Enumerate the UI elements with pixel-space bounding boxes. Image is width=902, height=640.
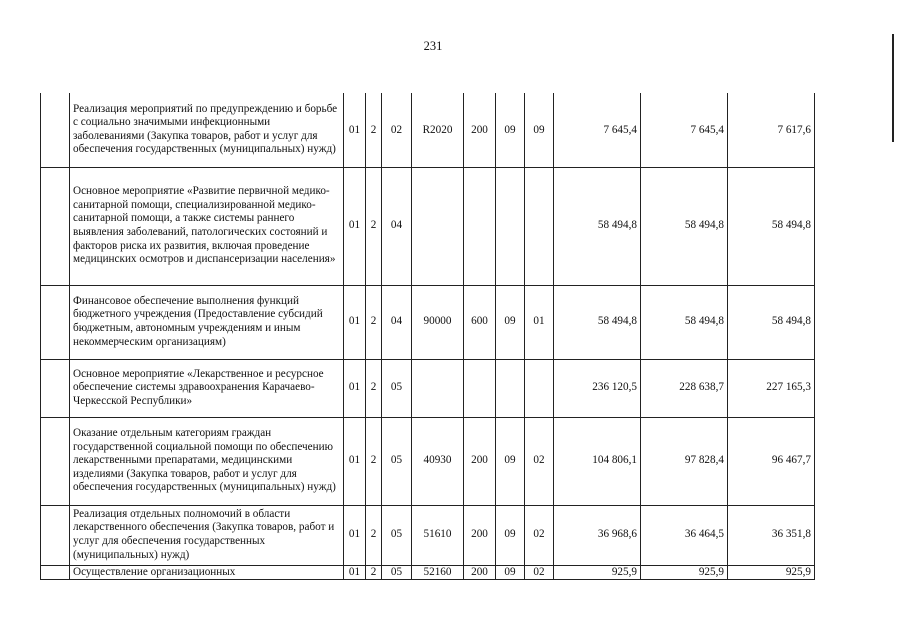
code-expense-type: 200	[464, 417, 496, 505]
code-subprogram: 2	[366, 285, 382, 359]
value-year-1: 236 120,5	[554, 359, 641, 417]
code-section: 09	[496, 417, 525, 505]
value-year-2: 58 494,8	[641, 285, 728, 359]
code-activity: 02	[382, 93, 412, 167]
row-name: Реализация мероприятий по предупреждению и борьбе с социально значимыми инфекционными заболеваниями (Закупка товаров, работ и услуг для обеспечения государственных (муниципальных) нужд)	[70, 93, 344, 167]
value-year-3: 58 494,8	[728, 167, 815, 285]
code-direction: 90000	[412, 285, 464, 359]
row-name: Реализация отдельных полномочий в области лекарственного обеспечения (Закупка товаров, работ и услуг для обеспечения государственных (муниципальных) нужд)	[70, 505, 344, 565]
code-subprogram: 2	[366, 93, 382, 167]
row-name: Основное мероприятие «Лекарственное и ресурсное обеспечение системы здравоохранения Карачаево-Черкесской Республики»	[70, 359, 344, 417]
code-section: 09	[496, 505, 525, 565]
value-year-2: 7 645,4	[641, 93, 728, 167]
code-subsection: 02	[525, 417, 554, 505]
code-section: 09	[496, 93, 525, 167]
code-expense-type: 600	[464, 285, 496, 359]
code-expense-type: 200	[464, 505, 496, 565]
code-direction: 51610	[412, 505, 464, 565]
row-margin-cell	[41, 167, 70, 285]
value-year-2: 36 464,5	[641, 505, 728, 565]
code-direction: 52160	[412, 565, 464, 580]
row-margin-cell	[41, 417, 70, 505]
code-subsection: 02	[525, 565, 554, 580]
value-year-2: 228 638,7	[641, 359, 728, 417]
code-subprogram: 2	[366, 417, 382, 505]
row-margin-cell	[41, 285, 70, 359]
code-activity: 05	[382, 565, 412, 580]
value-year-3: 58 494,8	[728, 285, 815, 359]
code-program: 01	[344, 285, 366, 359]
value-year-1: 58 494,8	[554, 285, 641, 359]
value-year-3: 36 351,8	[728, 505, 815, 565]
table-row	[41, 285, 815, 359]
code-expense-type: 200	[464, 565, 496, 580]
budget-table-body	[41, 93, 815, 580]
value-year-1: 104 806,1	[554, 417, 641, 505]
value-year-3: 7 617,6	[728, 93, 815, 167]
page-number: 231	[423, 39, 443, 53]
code-subsection	[525, 359, 554, 417]
value-year-1: 36 968,6	[554, 505, 641, 565]
code-subsection	[525, 167, 554, 285]
code-subprogram: 2	[366, 565, 382, 580]
row-margin-cell	[41, 93, 70, 167]
table-row	[41, 505, 815, 565]
code-program: 01	[344, 359, 366, 417]
code-activity: 05	[382, 417, 412, 505]
code-subprogram: 2	[366, 359, 382, 417]
code-section: 09	[496, 285, 525, 359]
code-program: 01	[344, 505, 366, 565]
value-year-2: 58 494,8	[641, 167, 728, 285]
code-subprogram: 2	[366, 167, 382, 285]
code-program: 01	[344, 167, 366, 285]
value-year-3: 227 165,3	[728, 359, 815, 417]
code-direction	[412, 359, 464, 417]
value-year-2: 925,9	[641, 565, 728, 580]
row-margin-cell	[41, 359, 70, 417]
value-year-1: 7 645,4	[554, 93, 641, 167]
value-year-3: 96 467,7	[728, 417, 815, 505]
code-direction: R2020	[412, 93, 464, 167]
code-section: 09	[496, 565, 525, 580]
row-name: Основное мероприятие «Развитие первичной медико-санитарной помощи, специализированной медико-санитарной помощи, а также системы раннего выявления заболеваний, патологических состояний и факторов риска их развития, включая проведение медицинских осмотров и диспансеризации населения»	[70, 167, 344, 285]
code-direction: 40930	[412, 417, 464, 505]
row-name: Осуществление организационных	[70, 565, 344, 580]
table-row	[41, 565, 815, 580]
value-year-1: 925,9	[554, 565, 641, 580]
value-year-2: 97 828,4	[641, 417, 728, 505]
budget-table	[40, 93, 815, 580]
table-row	[41, 93, 815, 167]
code-section	[496, 359, 525, 417]
code-expense-type	[464, 167, 496, 285]
row-name: Финансовое обеспечение выполнения функций бюджетного учреждения (Предоставление субсидий бюджетным, автономным учреждениям и иным некоммерческим организациям)	[70, 285, 344, 359]
row-name: Оказание отдельным категориям граждан государственной социальной помощи по обеспечению лекарственными препаратами, медицинскими изделиями (Закупка товаров, работ и услуг для обеспечения государственных (муниципальных) нужд)	[70, 417, 344, 505]
table-row	[41, 359, 815, 417]
code-subsection: 01	[525, 285, 554, 359]
code-program: 01	[344, 565, 366, 580]
table-row	[41, 167, 815, 285]
code-activity: 05	[382, 359, 412, 417]
code-expense-type: 200	[464, 93, 496, 167]
value-year-1: 58 494,8	[554, 167, 641, 285]
row-margin-cell	[41, 565, 70, 580]
code-program: 01	[344, 417, 366, 505]
code-section	[496, 167, 525, 285]
code-direction	[412, 167, 464, 285]
row-margin-cell	[41, 505, 70, 565]
code-activity: 04	[382, 167, 412, 285]
code-program: 01	[344, 93, 366, 167]
code-activity: 04	[382, 285, 412, 359]
table-row	[41, 417, 815, 505]
code-expense-type	[464, 359, 496, 417]
code-activity: 05	[382, 505, 412, 565]
value-year-3: 925,9	[728, 565, 815, 580]
code-subsection: 09	[525, 93, 554, 167]
page-edge-line	[892, 34, 894, 142]
code-subsection: 02	[525, 505, 554, 565]
code-subprogram: 2	[366, 505, 382, 565]
